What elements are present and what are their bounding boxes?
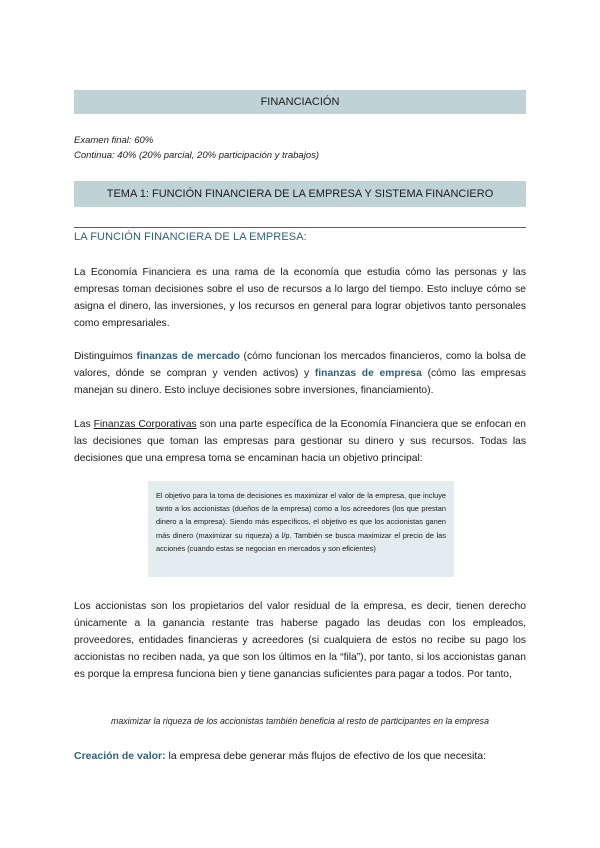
section-divider: [74, 227, 526, 228]
term-finanzas-de-mercado: finanzas de mercado: [136, 351, 240, 362]
exam-continua-line: Continua: 40% (20% parcial, 20% participación y trabajos): [74, 150, 320, 161]
tema-title: TEMA 1: FUNCIÓN FINANCIERA DE LA EMPRESA Y SISTEMA FINANCIERO: [106, 188, 494, 200]
term-finanzas-de-empresa: finanzas de empresa: [314, 368, 422, 379]
creacion-de-valor-line: [74, 748, 526, 765]
paragraph2-after: (cómo las empresas manejan su dinero. Esto incluye decisiones sobre inversiones, financiamiento).: [74, 368, 526, 396]
objective-quote-text: El objetivo para la toma de decisiones es maximizar el valor de la empresa, que incluye tanto a los accionistas (dueños de la empresa) como a los acreedores (los que prestan dinero a la empresa). Siendo más específicos, el objetivo es que los accionistas ganen más dinero (maximizar su riqueza) a l/p. También se busca maximizar el precio de las acciones (cuando estas se negocian en mercados y son eficientes): [156, 491, 446, 553]
exam-final-line: Examen final: 60%: [74, 135, 154, 146]
paragraph-economia-financiera: La Economía Financiera es una rama de la economía que estudia cómo las personas y las empresas toman decisiones sobre el uso de recursos a lo largo del tiempo. Esto incluye cómo se asigna el dinero, las inversiones, y los recursos en general para lograr objetivos tanto personales como empresariales.: [74, 267, 526, 329]
paragraph3-after: son una parte específica de la Economía Financiera que se enfocan en las decisiones que toman las empresas para gestionar su dinero y sus recursos. Todas las decisiones que una empresa toma se encaminan hacia un objetivo principal:: [74, 419, 526, 464]
paragraph3-before: Las: [74, 419, 94, 430]
creacion-text: la empresa debe generar más flujos de efectivo de los que necesita:: [165, 750, 487, 762]
term-creacion-de-valor: Creación de valor:: [74, 750, 166, 762]
tema-title-bar: [74, 181, 526, 207]
objective-quote-box: [148, 481, 454, 577]
paragraph2-before: Distinguimos: [74, 351, 137, 362]
document-title-bar: [74, 90, 526, 114]
paragraph-distinguimos: [74, 348, 526, 399]
document-title: FINANCIACIÓN: [260, 96, 340, 108]
conclusion-line: maximizar la riqueza de los accionistas también beneficia al resto de participantes en la empresa: [111, 716, 489, 726]
paragraph-accionistas: Los accionistas son los propietarios del valor residual de la empresa, es decir, tienen derecho únicamente a la ganancia restante tras haberse pagado las deudas con los empleados, proveedores, entidades financieras y acreedores (si cualquiera de estos no recibe su pago los accionistas no reciben nada, ya que son los últimos en la “fila”), por tanto, si los accionistas ganan es porque la empresa funciona bien y tiene ganancias suficientes para pagar a todos. Por tanto,: [74, 601, 526, 680]
paragraph2-middle: (cómo funcionan los mercados financieros, como la bolsa de valores, dónde se compran y venden activos) y: [74, 351, 527, 379]
term-finanzas-corporativas: Finanzas Corporativas: [93, 419, 197, 430]
paragraph-finanzas-corporativas: [74, 416, 526, 467]
section-heading: LA FUNCIÓN FINANCIERA DE LA EMPRESA:: [74, 231, 307, 243]
exam-info: [74, 133, 319, 163]
